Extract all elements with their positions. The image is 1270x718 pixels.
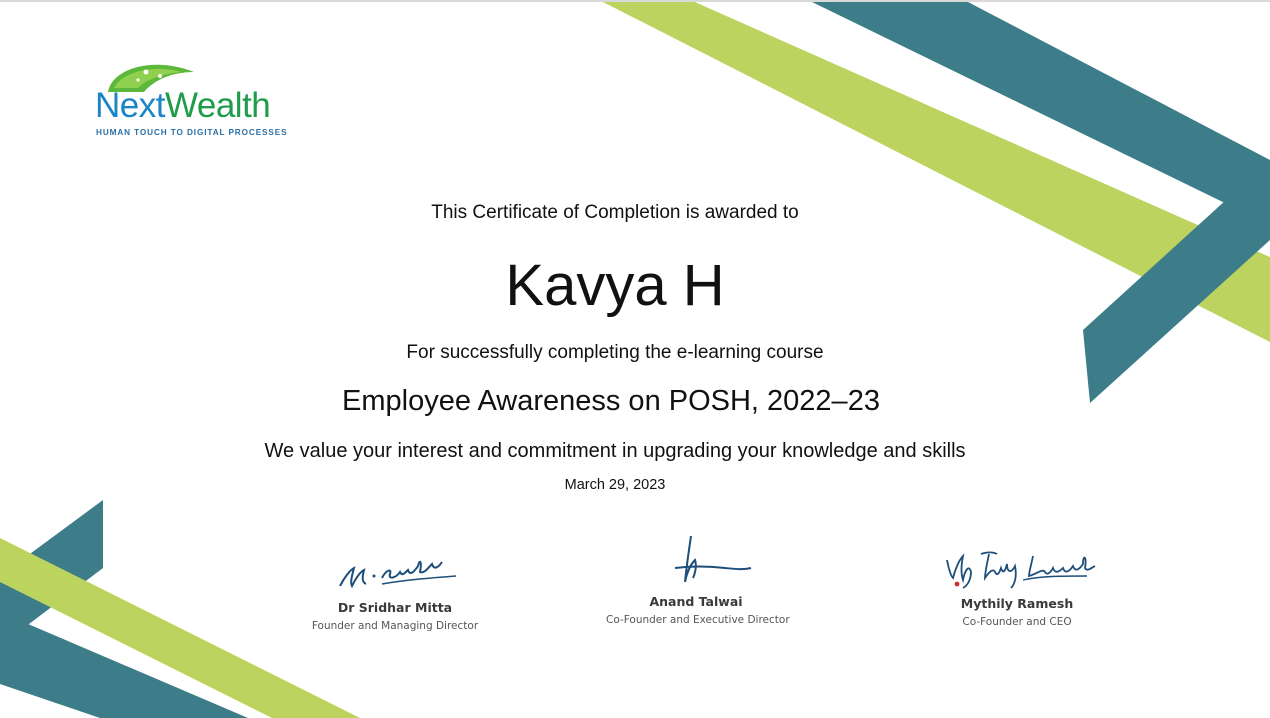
award-line: This Certificate of Completion is awarded to <box>431 202 799 223</box>
signatory-2-name: Anand Talwai <box>649 594 743 609</box>
signature-anand <box>631 532 761 588</box>
signatory-1-name: Dr Sridhar Mitta <box>337 600 453 615</box>
signatory-3 <box>926 546 1108 628</box>
logo-tagline: HUMAN TOUCH TO DIGITAL PROCESSES <box>96 128 288 137</box>
value-line: We value your interest and commitment in upgrading your knowledge and skills <box>264 440 966 462</box>
signatory-2-title: Co-Founder and Executive Director <box>606 614 790 626</box>
recipient-name: Kavya H <box>505 253 725 318</box>
nextwealth-logo <box>94 58 309 142</box>
completion-date: March 29, 2023 <box>564 477 666 493</box>
for-line: For successfully completing the e-learning course <box>406 342 824 363</box>
signature-sridhar <box>330 548 460 594</box>
signatory-3-name: Mythily Ramesh <box>960 596 1074 611</box>
signatory-1-title: Founder and Managing Director <box>311 620 479 632</box>
signature-mythily <box>937 546 1097 590</box>
signatory-3-title: Co-Founder and CEO <box>962 616 1072 628</box>
logo-wordmark <box>95 86 270 126</box>
logo-wealth: Wealth <box>164 86 271 125</box>
logo-next: Next <box>95 86 165 125</box>
course-title: Employee Awareness on POSH, 2022–23 <box>342 385 880 417</box>
signatory-1 <box>300 548 490 632</box>
signatory-2 <box>606 532 790 626</box>
